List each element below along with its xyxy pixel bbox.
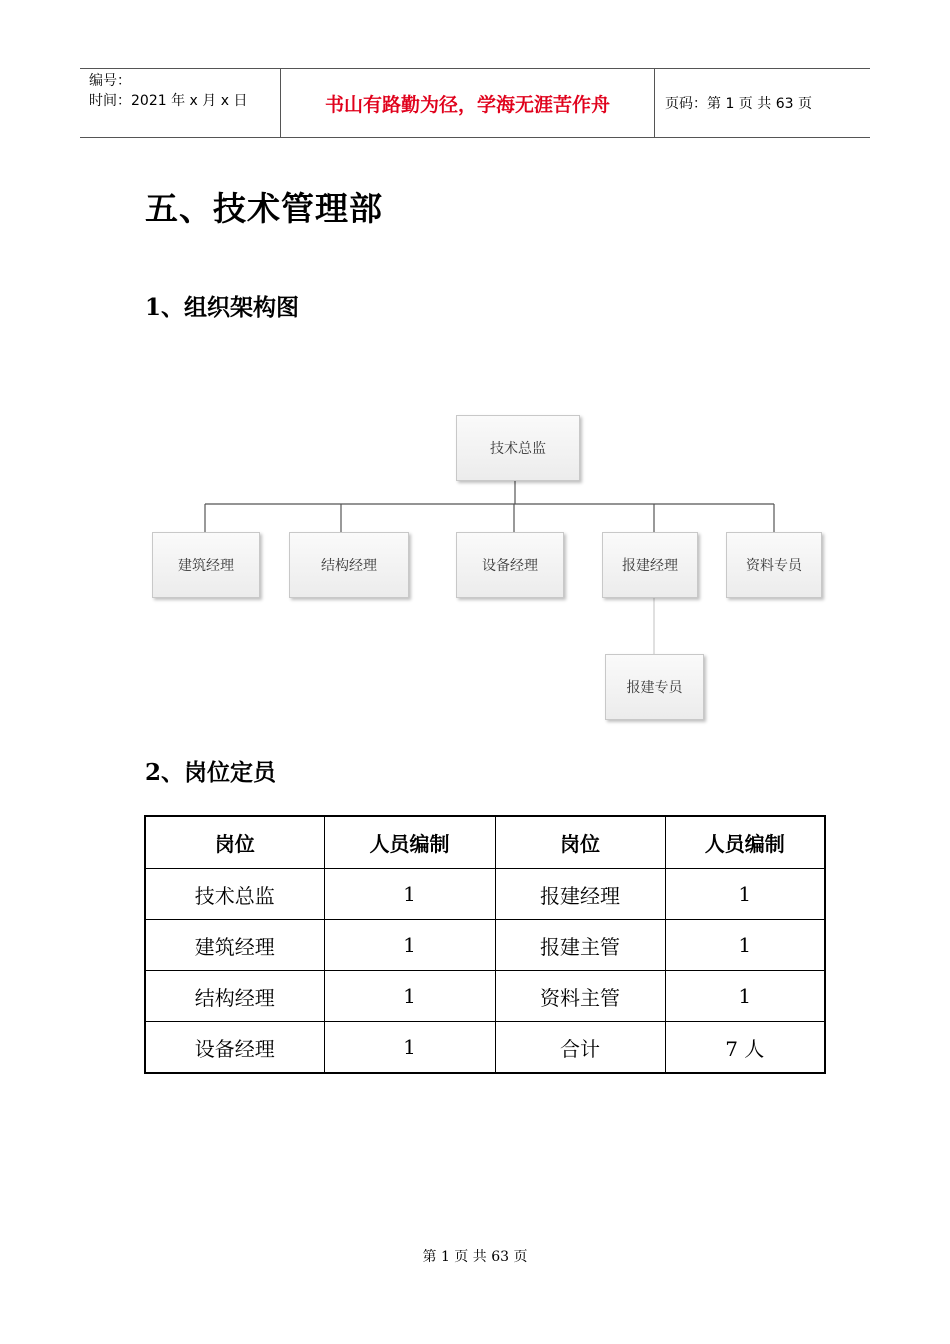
column-header: 岗位: [145, 816, 324, 869]
table-cell: 结构经理: [145, 971, 324, 1022]
org-node-child: 报建经理: [602, 532, 698, 598]
table-cell: 资料主管: [495, 971, 665, 1022]
table-cell: 1: [324, 971, 495, 1022]
header-page-info: 页码：第 1 页 共 63 页: [665, 96, 812, 112]
header-time: 时间：2021 年 x 月 x 日: [89, 93, 248, 109]
table-cell: 报建经理: [495, 869, 665, 920]
table-cell: 7 人: [665, 1022, 825, 1074]
org-node-child: 建筑经理: [152, 532, 260, 598]
table-cell: 1: [665, 869, 825, 920]
org-node-child: 结构经理: [289, 532, 409, 598]
table-cell: 建筑经理: [145, 920, 324, 971]
table-cell: 报建主管: [495, 920, 665, 971]
table-cell: 技术总监: [145, 869, 324, 920]
table-cell: 合计: [495, 1022, 665, 1074]
org-node-root: 技术总监: [456, 415, 580, 481]
org-node-child: 资料专员: [726, 532, 822, 598]
org-node-child: 设备经理: [456, 532, 564, 598]
table-row: [145, 1022, 825, 1074]
table-cell: 1: [324, 920, 495, 971]
column-header: 岗位: [495, 816, 665, 869]
table-row: [145, 869, 825, 920]
column-header: 人员编制: [324, 816, 495, 869]
staff-table: [144, 815, 826, 1074]
header-meta: [80, 69, 281, 137]
page-header: [80, 68, 870, 138]
table-row: [145, 920, 825, 971]
table-cell: 1: [665, 920, 825, 971]
header-number: 编号：: [89, 73, 131, 89]
column-header: 人员编制: [665, 816, 825, 869]
section-title: 五、技术管理部: [145, 189, 383, 228]
header-motto: 书山有路勤为径，学海无涯苦作舟: [281, 69, 655, 137]
table-cell: 1: [665, 971, 825, 1022]
table-cell: 1: [324, 869, 495, 920]
table-cell: 设备经理: [145, 1022, 324, 1074]
page-footer: 第 1 页 共 63 页: [422, 1249, 528, 1265]
org-chart-heading: 1、组织架构图: [145, 294, 300, 321]
table-cell: 1: [324, 1022, 495, 1074]
table-row: [145, 971, 825, 1022]
table-header-row: [145, 816, 825, 869]
staff-heading: 2、岗位定员: [145, 759, 277, 786]
org-node-sub-child: 报建专员: [605, 654, 704, 720]
